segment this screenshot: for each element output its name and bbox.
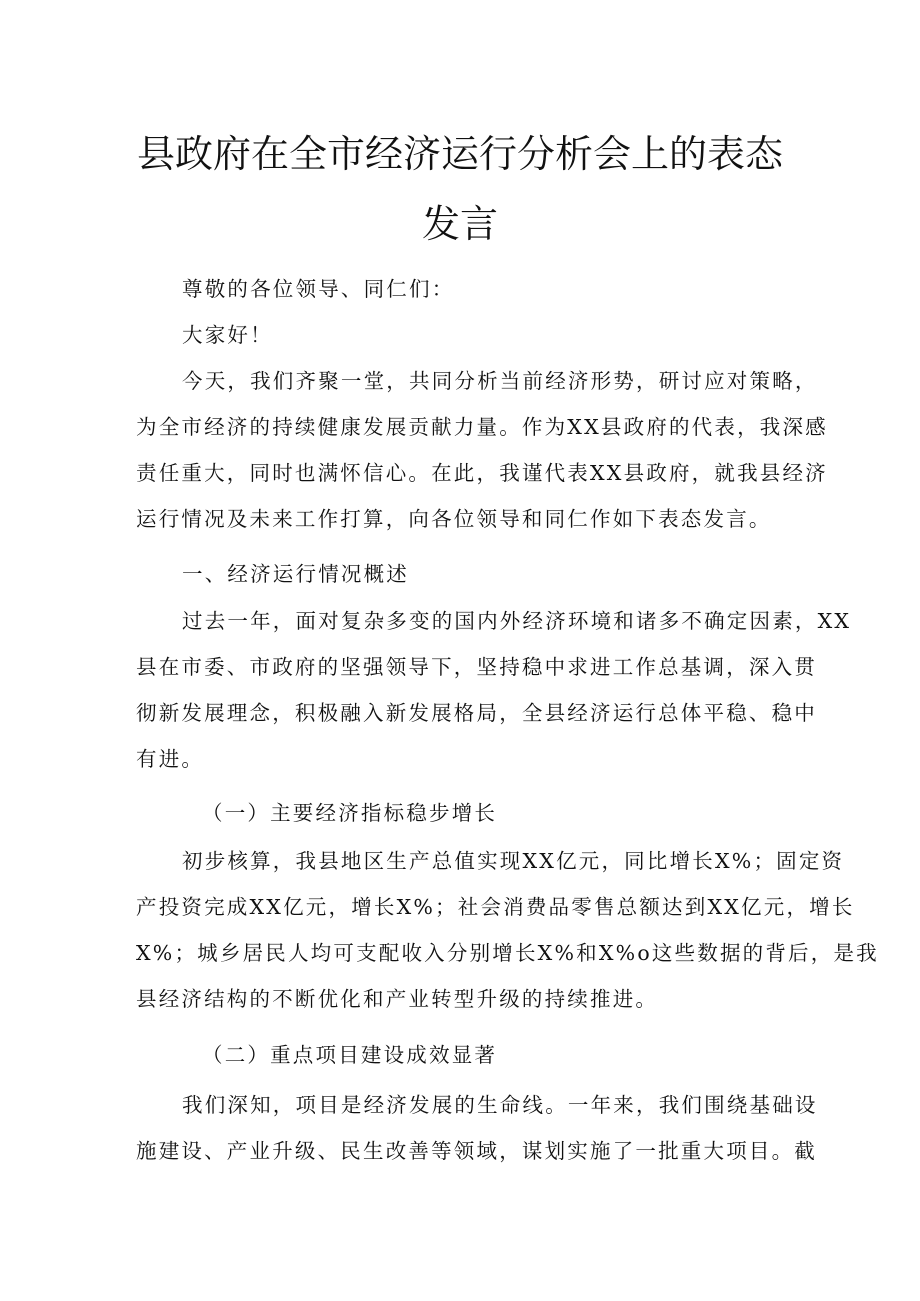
salutation-paragraph xyxy=(136,266,786,312)
salutation-text: 尊敬的各位领导、同仁们： xyxy=(182,277,455,301)
subsection-2-line: 我们深知，项目是经济发展的生命线。一年来，我们围绕基础设 xyxy=(182,1093,818,1117)
subsection-1-line: X%；城乡居民人均可支配收入分别增长X%和X%o这些数据的背后，是我 xyxy=(136,941,879,965)
subsection-2-heading-text: （二）重点项目建设成效显著 xyxy=(202,1043,498,1067)
subsection-2-line: 施建设、产业升级、民生改善等领域，谋划实施了一批重大项目。截 xyxy=(136,1139,817,1163)
intro-line: 责任重大，同时也满怀信心。在此，我谨代表XX县政府，就我县经济 xyxy=(136,461,828,485)
section-1-paragraph xyxy=(136,598,852,782)
greeting-paragraph xyxy=(136,312,786,358)
subsection-1-heading xyxy=(136,790,786,836)
intro-line: 运行情况及未来工作打算，向各位领导和同仁作如下表态发言。 xyxy=(136,507,772,531)
section-1-heading-text: 一、经济运行情况概述 xyxy=(182,562,409,586)
document-title-line-2: 发言 xyxy=(421,202,498,246)
intro-line: 今天，我们齐聚一堂，共同分析当前经济形势，研讨应对策略， xyxy=(182,369,818,393)
section-1-line: 彻新发展理念，积极融入新发展格局，全县经济运行总体平稳、稳中 xyxy=(136,701,817,725)
intro-line: 为全市经济的持续健康发展贡献力量。作为XX县政府的代表，我深感 xyxy=(136,415,828,439)
subsection-1-line: 初步核算，我县地区生产总值实现XX亿元，同比增长X%；固定资 xyxy=(182,849,845,873)
greeting-text: 大家好！ xyxy=(182,323,273,347)
subsection-2-heading xyxy=(136,1032,786,1078)
intro-paragraph xyxy=(136,358,828,542)
subsection-1-paragraph xyxy=(136,838,879,1022)
section-1-line: 县在市委、市政府的坚强领导下，坚持稳中求进工作总基调，深入贯 xyxy=(136,655,817,679)
subsection-1-line: 产投资完成XX亿元，增长X%；社会消费品零售总额达到XX亿元，增长 xyxy=(136,895,855,919)
subsection-1-heading-text: （一）主要经济指标稳步增长 xyxy=(202,801,498,825)
subsection-2-paragraph xyxy=(136,1082,818,1174)
subsection-1-line: 县经济结构的不断优化和产业转型升级的持续推进。 xyxy=(136,987,659,1011)
section-1-line: 过去一年，面对复杂多变的国内外经济环境和诸多不确定因素，XX xyxy=(182,609,852,633)
section-1-heading xyxy=(136,551,786,597)
document-title-line-1: 县政府在全市经济运行分析会上的表态 xyxy=(136,132,783,176)
section-1-line: 有进。 xyxy=(136,747,205,771)
